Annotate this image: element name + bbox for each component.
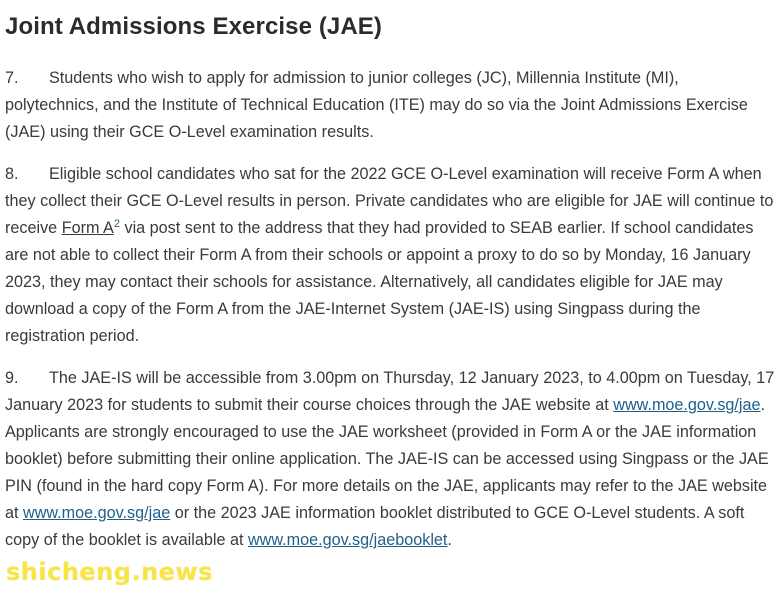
jae-website-link[interactable]: www.moe.gov.sg/jae [613,396,761,414]
paragraph-number: 9. [5,369,19,387]
paragraph-text: The JAE-IS will be accessible from 3.00pm on Thursday, 12 January 2023, to 4.00pm on Tuesday, 17 January 2023 for students to submit their course choices through the JAE website at [5,369,775,414]
paragraph-text: Eligible school candidates who sat for the 2022 GCE O-Level examination will receive Form A when they collect their GCE O-Level results in person. Private candidates who are eligible for JAE will continue to receive [5,165,774,237]
paragraph-text: Students who wish to apply for admission to junior colleges (JC), Millennia Institute (MI), polytechnics, and the Institute of Technical Education (ITE) may do so via the Joint Admissions Exercise (JAE) using their GCE O-Level examination results. [5,69,748,141]
paragraph-text: . Applicants are strongly encouraged to use the JAE worksheet (provided in Form A or the JAE information booklet) before submitting their online application. The JAE-IS can be accessed using Singpass or the JAE PIN (found in the hard copy Form A). For more details on the JAE, applicants may refer to the JAE website at [5,396,769,522]
jae-booklet-link[interactable]: www.moe.gov.sg/jaebooklet [247,531,448,549]
paragraph-number: 7. [5,69,19,87]
paragraph-text: . [447,531,452,549]
jae-website-link[interactable]: www.moe.gov.sg/jae [23,504,171,522]
paragraph-8 [5,161,775,350]
watermark: shicheng.news [6,558,213,586]
paragraph-text: via post sent to the address that they had provided to SEAB earlier. If school candidates are not able to collect their Form A from their schools or appoint a proxy to do so by Monday, 16 January 2023, they may contact their schools for assistance. Alternatively, all candidates eligible for JAE may download a copy of the Form A from the JAE-Internet System (JAE-IS) using Singpass during the registration period. [5,219,754,345]
section-heading: Joint Admissions Exercise (JAE) [5,13,382,40]
form-a-link[interactable]: Form A [61,219,114,237]
paragraph-7 [5,65,775,146]
paragraph-9 [5,365,775,554]
paragraph-text: or the 2023 JAE information booklet distributed to GCE O-Level students. A soft copy of the booklet is available at [5,504,745,549]
paragraph-number: 8. [5,165,19,183]
article-section [5,0,775,554]
footnote-marker[interactable]: 2 [113,218,120,230]
